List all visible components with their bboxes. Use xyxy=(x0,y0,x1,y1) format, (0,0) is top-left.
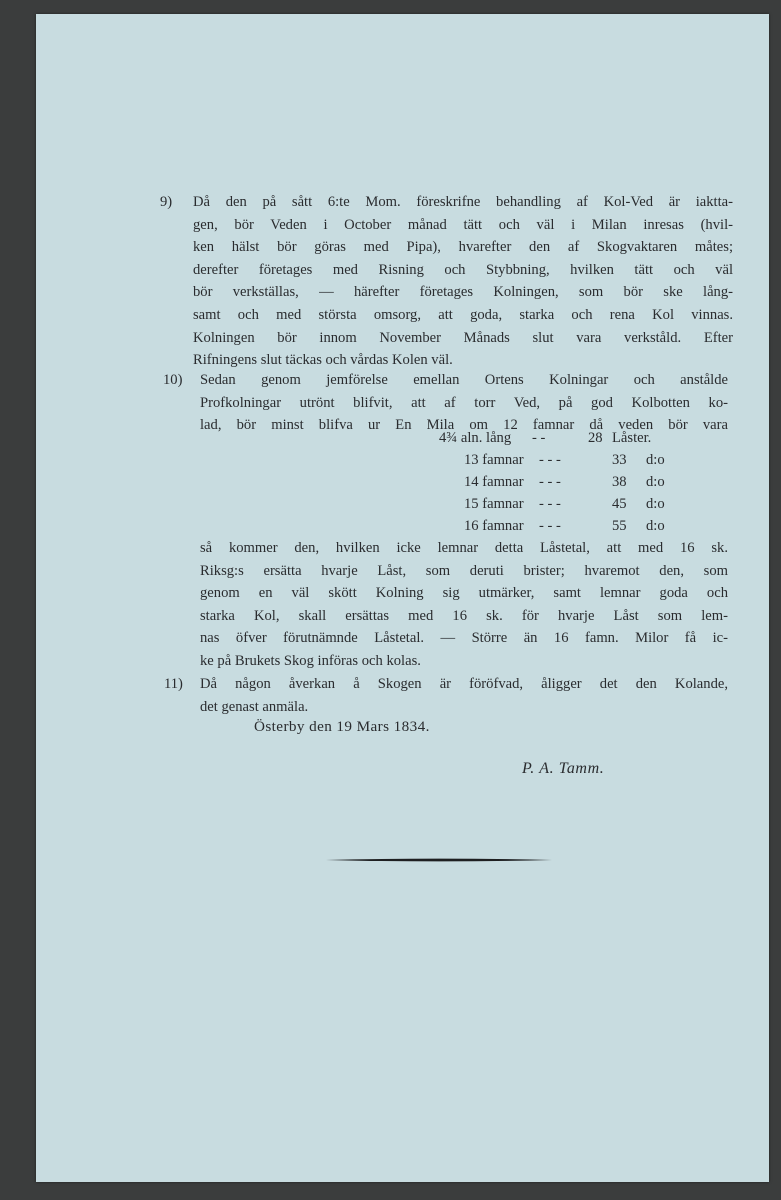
yield-value: 45 xyxy=(612,496,627,512)
yield-dash: - - xyxy=(532,430,546,446)
item-9-line: samt och med största omsorg, att goda, starka och rena Kol vinnas. xyxy=(193,306,733,323)
yield-value: 28 xyxy=(588,430,603,446)
yield-dash: - - - xyxy=(539,518,561,534)
yield-value: 38 xyxy=(612,474,627,490)
item-10-continued xyxy=(200,537,728,673)
yield-dash: - - - xyxy=(539,474,561,490)
yield-unit: d:o xyxy=(646,474,665,490)
yield-value: 55 xyxy=(612,518,627,534)
item-10-line: Profkolningar utrönt blifvit, att af torr Ved, på god Kolbotten ko- xyxy=(200,394,728,411)
yield-unit: Låster. xyxy=(612,430,652,446)
item-11-line: det genast anmäla. xyxy=(200,698,309,715)
item-10-line: ke på Brukets Skog införas och kolas. xyxy=(200,652,421,669)
item-10-line: starka Kol, skall ersättas med 16 sk. för hvarje Låst som lem- xyxy=(200,607,728,624)
yield-unit: d:o xyxy=(646,452,665,468)
item-9-line: gen, bör Veden i October månad tätt och väl i Milan inresas (hvil- xyxy=(193,216,733,233)
document-page xyxy=(36,14,769,1182)
item-9-line: Rifningens slut täckas och vårdas Kolen väl. xyxy=(193,352,453,369)
closing-rule xyxy=(326,858,552,862)
yield-size: 4¾ aln. lång xyxy=(439,430,512,446)
yield-unit: d:o xyxy=(646,496,665,512)
item-9-line: bör verkställas, — härefter företages Kolningen, som bör ske lång- xyxy=(193,284,733,301)
item-11-number: 11) xyxy=(164,676,183,692)
item-10-number: 10) xyxy=(163,372,183,388)
item-9-number: 9) xyxy=(160,194,173,210)
yield-unit: d:o xyxy=(646,518,665,534)
item-9 xyxy=(160,191,733,372)
item-10-line: så kommer den, hvilken icke lemnar detta Låstetal, att med 16 sk. xyxy=(200,540,728,556)
item-10-line: nas öfver förutnämnde Låstetal. — Större än 16 famn. Milor få ic- xyxy=(200,630,728,647)
item-9-line: derefter företages med Risning och Stybbning, hvilken tätt och väl xyxy=(193,261,733,278)
item-10-line: genom en väl skött Kolning sig utmärker, samt lemnar goda och xyxy=(200,585,728,602)
item-10-line: lad, bör minst blifva ur En Mila om 12 famnar då veden bör vara xyxy=(200,417,728,434)
item-11-line: Då någon åverkan å Skogen är föröfvad, åligger det den Kolande, xyxy=(200,676,728,692)
item-10-line: Sedan genom jemförelse emellan Ortens Kolningar och anstålde xyxy=(200,372,728,388)
yield-size: 16 famnar xyxy=(464,518,524,534)
item-9-line: ken hälst bör göras med Pipa), hvarefter den af Skogvaktaren måtes; xyxy=(193,239,733,256)
yield-size: 13 famnar xyxy=(464,452,524,468)
yield-value: 33 xyxy=(612,452,627,468)
yield-size: 14 famnar xyxy=(464,474,524,490)
yield-size: 15 famnar xyxy=(464,496,524,512)
yield-dash: - - - xyxy=(539,452,561,468)
item-9-line: Då den på sått 6:te Mom. föreskrifne behandling af Kol-Ved är iaktta- xyxy=(193,194,733,210)
signature: P. A. Tamm. xyxy=(522,760,605,777)
place-and-date: Österby den 19 Mars 1834. xyxy=(254,718,430,735)
yield-dash: - - - xyxy=(539,496,561,512)
item-10-line: Riksg:s ersätta hvarje Låst, som deruti brister; hvaremot den, som xyxy=(200,562,728,579)
item-9-line: Kolningen bör innom November Månads slut vara verkståld. Efter xyxy=(193,329,733,346)
item-11 xyxy=(164,673,728,718)
